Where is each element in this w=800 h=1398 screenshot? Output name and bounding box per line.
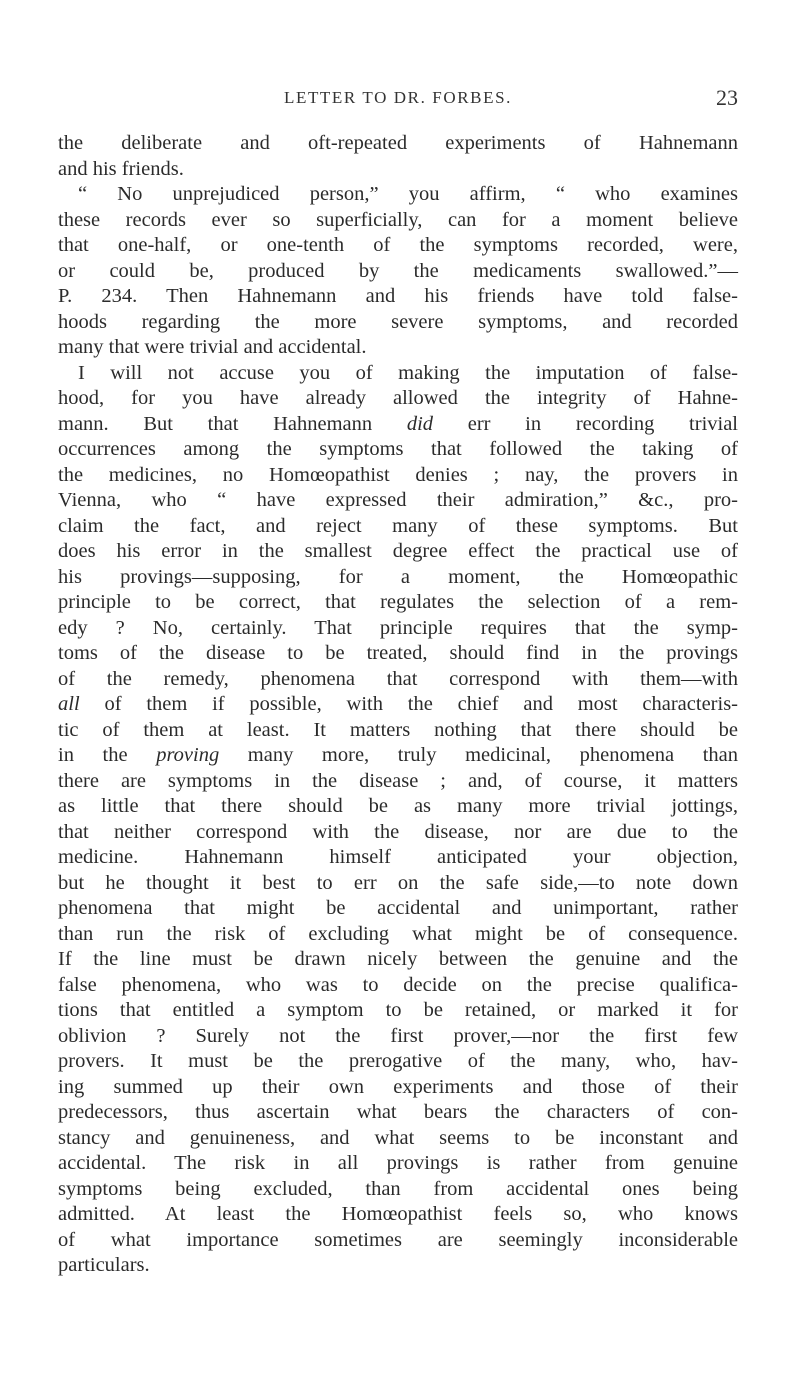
body-text	[58, 131, 738, 1279]
text-line: symptoms being excluded, than from accidental ones being	[58, 1177, 738, 1200]
text-line: that one-half, or one-tenth of the symptoms recorded, were,	[58, 234, 738, 256]
text-line: edy ? No, certainly. That principle requires that the symp-	[58, 616, 738, 639]
text-line: toms of the disease to be treated, should find in the provings	[58, 642, 738, 664]
text-segment: in the	[58, 744, 157, 766]
text-line: and his friends.	[58, 157, 184, 180]
text-line: hood, for you have already allowed the integrity of Hahne-	[58, 387, 738, 409]
text-segment: many more, truly medicinal, phenomena than	[219, 744, 739, 766]
text-line: there are symptoms in the disease ; and, of course, it matters	[58, 769, 738, 792]
text-line: phenomena that might be accidental and unimportant, rather	[58, 897, 738, 919]
text-segment: of them if possible, with the chief and most characteris-	[79, 693, 738, 715]
text-line: false phenomena, who was to decide on the precise qualifica-	[58, 973, 738, 996]
text-line: ing summed up their own experiments and those of their	[58, 1075, 738, 1098]
text-line: as little that there should be as many more trivial jottings,	[58, 795, 738, 817]
text-line	[58, 412, 738, 438]
text-line: but he thought it best to err on the safe side,—to note down	[58, 871, 738, 894]
text-line: hoods regarding the more severe symptoms, and recorded	[58, 310, 738, 333]
text-line	[58, 743, 738, 769]
text-line: tions that entitled a symptom to be retained, or marked it for	[58, 999, 738, 1021]
text-line: stancy and genuineness, and what seems to be inconstant and	[58, 1126, 738, 1149]
text-line: oblivion ? Surely not the first prover,—nor the first few	[58, 1024, 738, 1047]
text-line: Vienna, who “ have expressed their admiration,” &c., pro-	[58, 489, 738, 511]
text-line: the deliberate and oft-repeated experiments of Hahnemann	[58, 132, 738, 154]
page-header	[58, 85, 738, 112]
text-line: of what importance sometimes are seemingly inconsiderable	[58, 1228, 738, 1251]
text-line: particulars.	[58, 1254, 150, 1276]
text-line: that neither correspond with the disease, nor are due to the	[58, 820, 738, 843]
text-line: does his error in the smallest degree effect the practical use of	[58, 540, 738, 562]
text-line: principle to be correct, that regulates the selection of a rem-	[58, 591, 738, 613]
text-line	[58, 692, 738, 718]
text-line: accidental. The risk in all provings is rather from genuine	[58, 1152, 738, 1174]
text-line: the medicines, no Homœopathist denies ; nay, the provers in	[58, 463, 738, 486]
italic-text: proving	[156, 744, 220, 766]
text-line: occurrences among the symptoms that followed the taking of	[58, 438, 738, 460]
text-line: provers. It must be the prerogative of the many, who, hav-	[58, 1050, 738, 1072]
text-line: “ No unprejudiced person,” you affirm, “ who examines	[78, 183, 738, 205]
text-line: admitted. At least the Homœopathist feels so, who knows	[58, 1203, 738, 1225]
running-head: LETTER TO DR. FORBES.	[283, 88, 513, 107]
italic-text: all	[58, 693, 80, 715]
text-segment: mann. But that Hahnemann	[58, 412, 407, 435]
text-line: or could be, produced by the medicaments swallowed.”—	[58, 259, 738, 282]
text-line: tic of them at least. It matters nothing that there should be	[58, 718, 738, 741]
text-segment: err in recording trivial	[433, 412, 739, 435]
text-line: these records ever so superficially, can for a moment believe	[58, 208, 738, 231]
text-line: I will not accuse you of making the imputation of false-	[78, 361, 738, 384]
text-line: many that were trivial and accidental.	[58, 336, 367, 358]
text-line: than run the risk of excluding what might be of consequence.	[58, 922, 738, 945]
text-line: If the line must be drawn nicely between the genuine and the	[58, 948, 738, 970]
text-line: medicine. Hahnemann himself anticipated your objection,	[58, 846, 738, 868]
page-number: 23	[716, 85, 738, 110]
text-line: P. 234. Then Hahnemann and his friends have told false-	[58, 285, 738, 307]
italic-text: did	[406, 412, 434, 435]
text-line: his provings—supposing, for a moment, the Homœopathic	[58, 565, 738, 588]
text-line: claim the fact, and reject many of these symptoms. But	[58, 514, 738, 537]
text-line: of the remedy, phenomena that correspond with them—with	[58, 667, 738, 690]
text-line: predecessors, thus ascertain what bears the characters of con-	[58, 1101, 738, 1123]
